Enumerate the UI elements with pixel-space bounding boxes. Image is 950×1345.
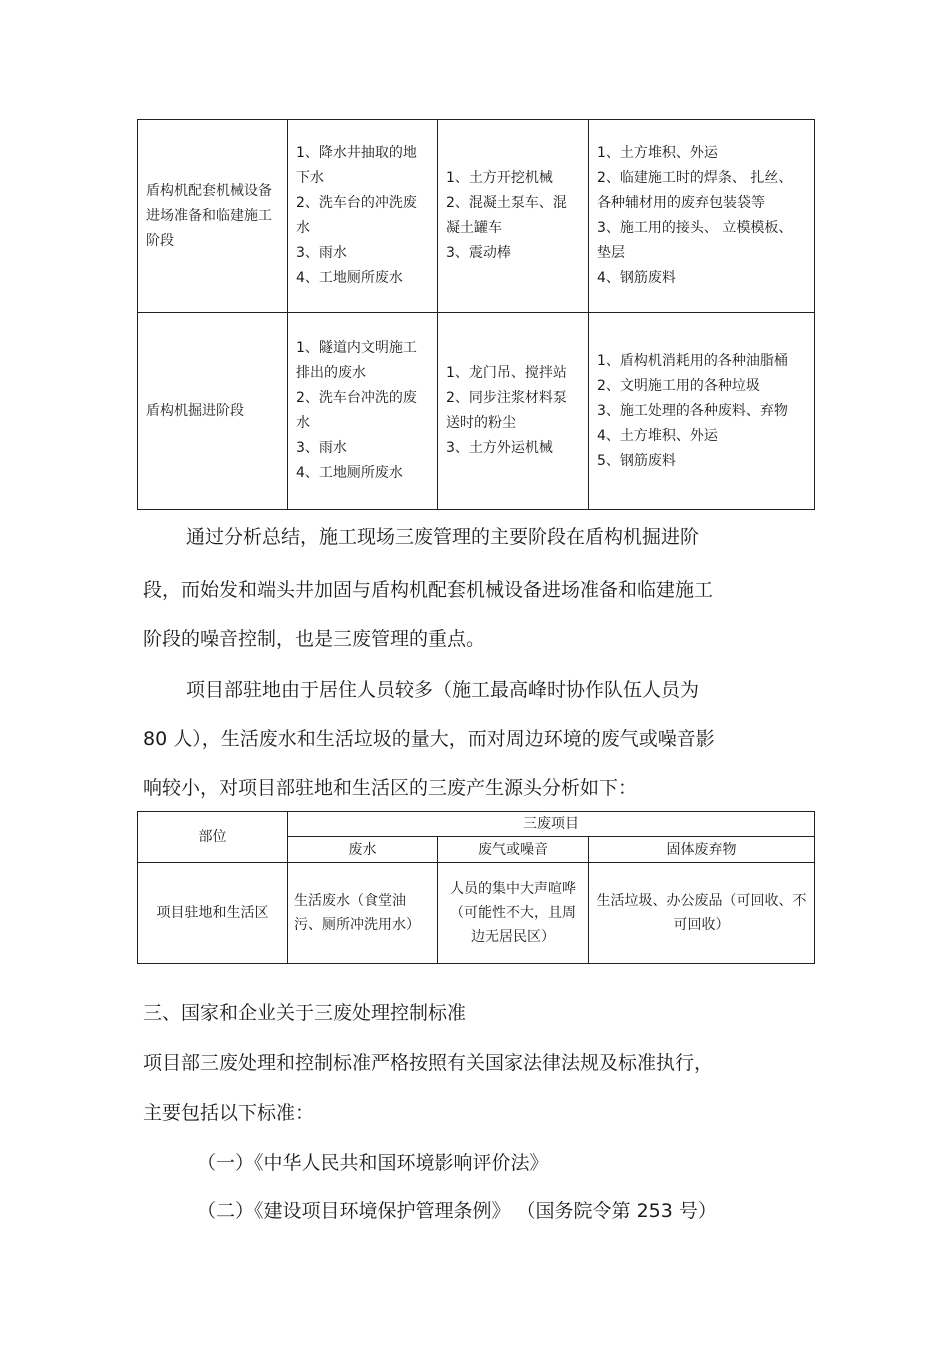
paragraph-line: 项目部三废处理和控制标准严格按照有关国家法律法规及标准执行， <box>143 1052 714 1074</box>
list-item: 4、工地厕所废水 <box>296 270 403 286</box>
list-item: 1、龙门吊、搅拌站 <box>446 365 567 381</box>
list-item: 2、洗车台冲洗的废水 <box>296 390 417 431</box>
standard-item: （二）《建设项目环境保护管理条例》 （国务院令第 253 号） <box>197 1200 717 1222</box>
paragraph-line: 响较小，对项目部驻地和生活区的三废产生源头分析如下： <box>143 777 638 799</box>
list-item: 3、土方外运机械 <box>446 440 553 456</box>
paragraph-line: 阶段的噪音控制，也是三废管理的重点。 <box>143 628 486 650</box>
list-item: 2、洗车台的冲洗废水 <box>296 195 417 236</box>
list-item: 4、土方堆积、外运 <box>597 427 718 444</box>
list-item: 3、施工处理的各种废料、弃物 <box>597 402 788 419</box>
paragraph-line: 段，而始发和端头井加固与盾构机配套机械设备进场准备和临建施工 <box>143 579 714 601</box>
gas-noise-cell <box>438 313 589 510</box>
paragraph-line: 80 人），生活废水和生活垃圾的量大，而对周边环境的废气或噪音影 <box>143 728 715 750</box>
table-row <box>138 120 815 313</box>
table-header-row <box>138 812 815 837</box>
gas-noise-cell: 人员的集中大声喧哗（可能性不大，且周边无居民区） <box>438 863 589 964</box>
column-header-solid: 固体废弃物 <box>589 837 815 863</box>
wastewater-cell <box>288 313 438 510</box>
standard-item: （一）《中华人民共和国环境影响评价法》 <box>197 1152 549 1174</box>
list-item: 1、降水井抽取的地下水 <box>296 145 417 186</box>
table-row <box>138 863 815 964</box>
table-row <box>138 313 815 510</box>
stage-cell: 盾构机配套机械设备进场准备和临建施工阶段 <box>138 120 288 313</box>
list-item: 2、文明施工用的各种垃圾 <box>597 377 760 394</box>
stage-waste-table <box>137 119 815 510</box>
site-waste-table <box>137 811 815 964</box>
list-item: 3、震动棒 <box>446 245 511 261</box>
paragraph-line: 主要包括以下标准： <box>143 1102 315 1124</box>
location-cell: 项目驻地和生活区 <box>138 863 288 964</box>
solid-waste-cell <box>589 120 815 313</box>
paragraph-line: 通过分析总结，施工现场三废管理的主要阶段在盾构机掘进阶 <box>186 526 700 548</box>
list-item: 2、混凝土泵车、混凝土罐车 <box>446 195 567 236</box>
list-item: 4、钢筋废料 <box>597 270 676 286</box>
solid-waste-cell <box>589 313 815 510</box>
solid-waste-cell: 生活垃圾、办公废品（可回收、不可回收） <box>589 863 815 964</box>
paragraph-line: 项目部驻地由于居住人员较多（施工最高峰时协作队伍人员为 <box>186 679 700 701</box>
list-item: 1、隧道内文明施工排出的废水 <box>296 340 417 381</box>
list-item: 3、雨水 <box>296 245 347 261</box>
list-item: 1、土方堆积、外运 <box>597 145 718 161</box>
list-item: 4、工地厕所废水 <box>296 465 403 481</box>
column-header-location: 部位 <box>138 812 288 863</box>
wastewater-cell: 生活废水（食堂油污、厕所冲洗用水） <box>288 863 438 964</box>
list-item: 2、同步注浆材料泵送时的粉尘 <box>446 390 567 431</box>
column-header-wastewater: 废水 <box>288 837 438 863</box>
wastewater-cell <box>288 120 438 313</box>
list-item: 3、施工用的接头、 立模模板、垫层 <box>597 220 793 261</box>
list-item: 1、盾构机消耗用的各种油脂桶 <box>597 352 788 369</box>
list-item: 2、临建施工时的焊条、 扎丝、各种辅材用的废弃包装袋等 <box>597 170 793 211</box>
list-item: 1、土方开挖机械 <box>446 170 553 186</box>
column-header-gas-noise: 废气或噪音 <box>438 837 589 863</box>
stage-cell: 盾构机掘进阶段 <box>138 313 288 510</box>
list-item: 3、雨水 <box>296 440 347 456</box>
column-header-items: 三废项目 <box>288 812 815 837</box>
section-heading: 三、国家和企业关于三废处理控制标准 <box>143 1002 467 1024</box>
list-item: 5、钢筋废料 <box>597 452 676 469</box>
gas-noise-cell <box>438 120 589 313</box>
